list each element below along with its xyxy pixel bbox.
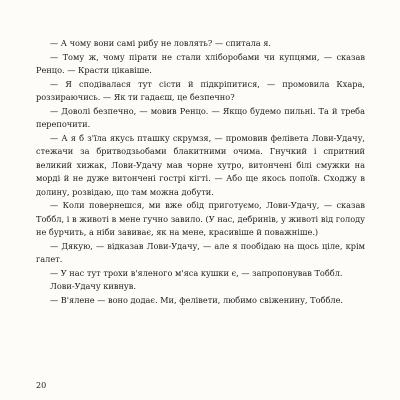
- paragraph: — Доволі безпечно, — мовив Ренцо. — Якщо будемо пильні. Та й треба перепочити.: [36, 105, 365, 129]
- page-number: 20: [36, 381, 47, 390]
- paragraph: Лови-Удачу кивнув.: [50, 281, 136, 291]
- paragraph: — А я б з'їла якусь пташку скрумзя, — промовив фелівета Лови-Удачу, стежачи за бритводзьобами блакитними очима. Гнучкий і спритний великий хижак, Лови-Удачу мав чорне хутро, витончені білі смужки на морді й не дуже витончені гострі кігті. — Або ще якось попоїв. Сходжу в долину, розвідаю, що там можна добути.: [36, 132, 365, 197]
- paragraph: — А чому вони самі рибу не ловлять? — спитала я.: [50, 38, 272, 48]
- paragraph: — В'ялене — воно додає. Ми, фелівети, любимо свіженину, Тоббле.: [50, 294, 344, 305]
- paragraph: — Дякую, — відказав Лови-Удачу, — але я пообідаю на щось ціле, крім галет.: [36, 240, 365, 264]
- paragraph: — У нас тут трохи в'яленого м'яса кушки є, — запропонував Тоббл.: [50, 267, 343, 278]
- paragraph: — Тому ж, чому пірати не стали хліборобами чи купцями, — сказав Ренцо. — Красти цікавіше.: [36, 51, 365, 75]
- body-text: [36, 37, 365, 307]
- paragraph: — Коли повернешся, ми вже обід приготуємо, Лови-Удачу, — сказав Тоббл, і в животі в мене гучно завило. (У нас, дебринів, у животі від голоду не бурчить, а ніби завиває, як на мене, красивіше й поважніше.): [36, 200, 365, 237]
- paragraph: — Я сподівалася тут сісти й підкріпитися, — промовила Кхара, роззираючись. — Як ти гадаєш, це безпечно?: [36, 78, 365, 102]
